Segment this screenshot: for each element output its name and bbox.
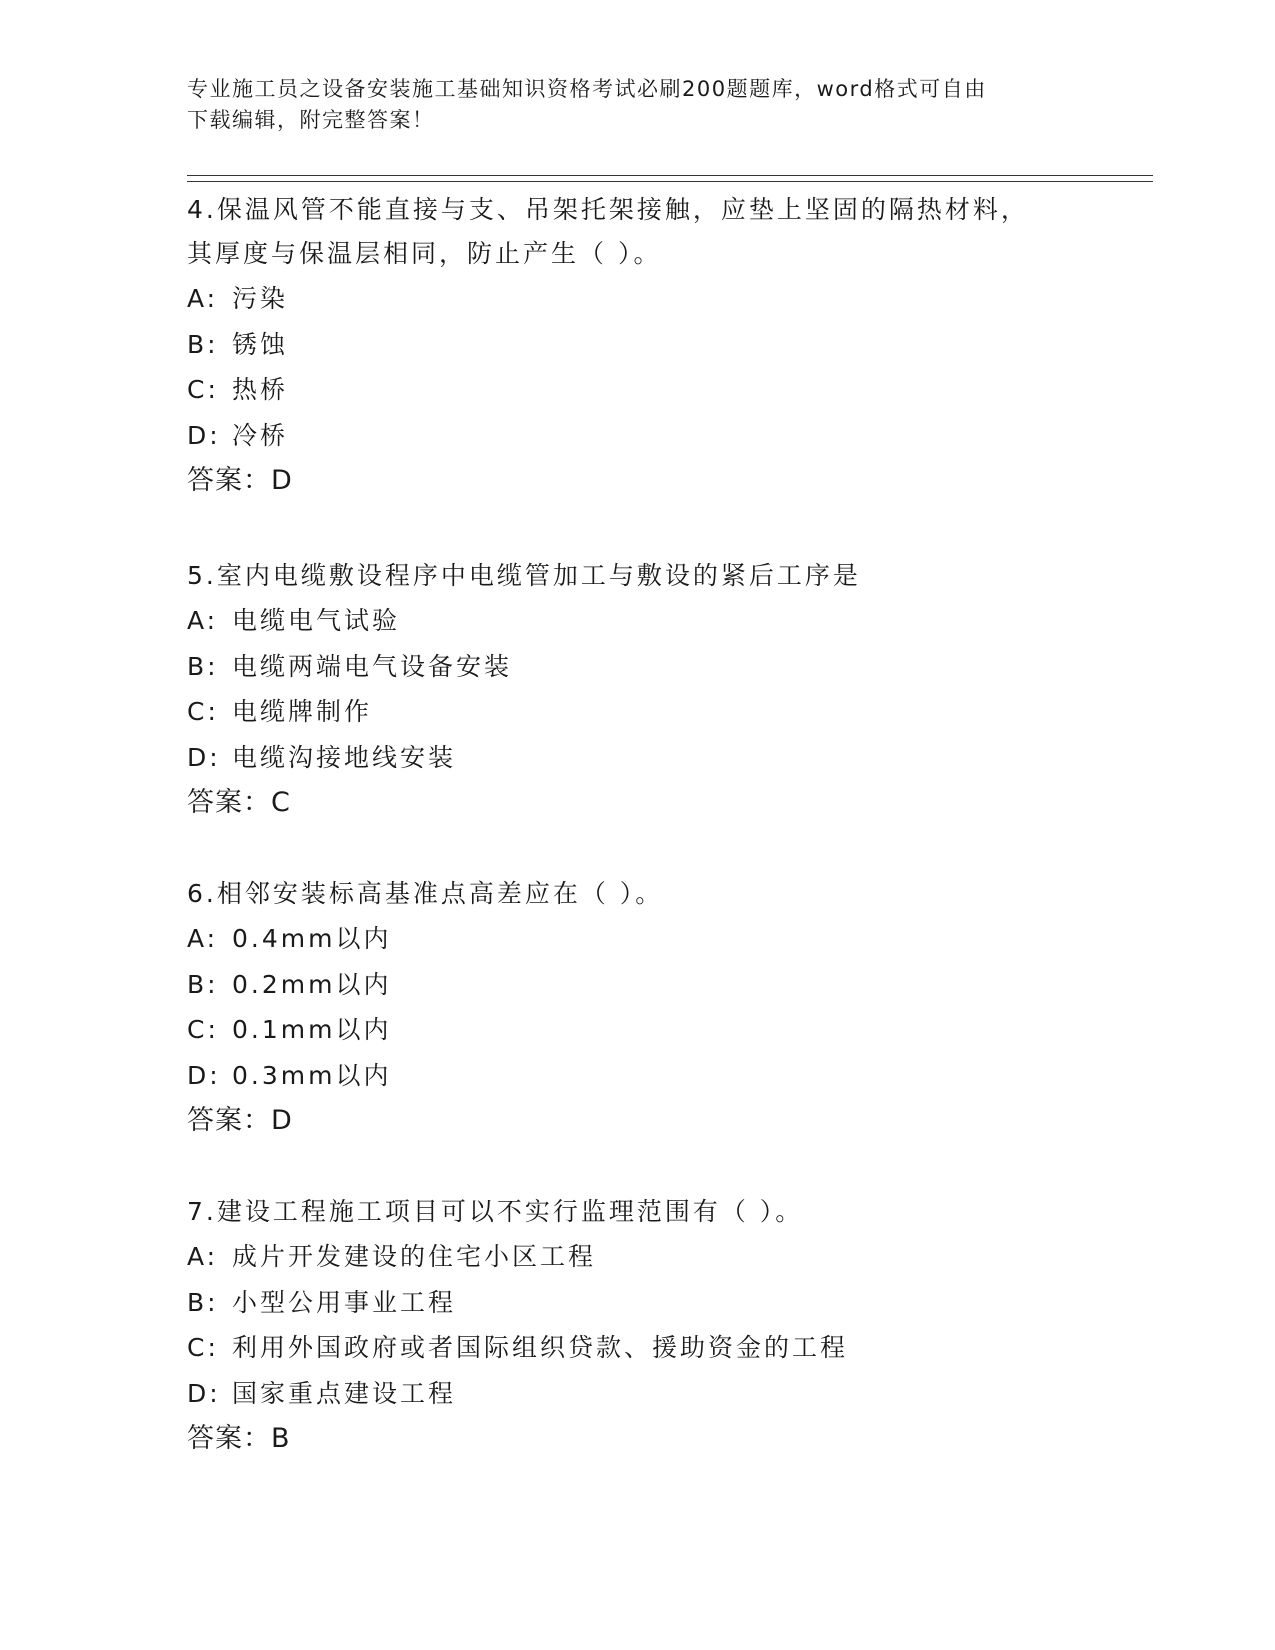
option-b [187,1280,1087,1326]
option-d [187,1053,1087,1099]
option-a [187,598,1087,644]
option-d [187,413,1087,459]
option-b [187,322,1087,368]
option-text: 电缆沟接地线安装 [232,742,457,772]
option-key: B: [187,969,219,999]
option-key: A: [187,924,219,953]
option-a [187,276,1087,322]
option-key: D: [187,1378,221,1408]
option-text: 小型公用事业工程 [232,1287,457,1317]
option-key: D: [187,1060,221,1090]
option-text: 0.3mm以内 [232,1060,392,1090]
question-stem-line: 6.相邻安装标高基准点高差应在（ ）。 [187,879,664,908]
header-line-1: 专业施工员之设备安装施工基础知识资格考试必刷200题题库，word格式可自由 [187,77,987,101]
option-key: A: [187,1242,219,1271]
option-b [187,644,1087,690]
header-divider-bottom [187,181,1153,182]
document-header [187,74,1087,136]
question-7 [187,1190,1087,1461]
option-key: B: [187,1287,219,1317]
option-c [187,689,1087,735]
question-stem-line: 7.建设工程施工项目可以不实行监理范围有（ ）。 [187,1197,804,1226]
option-c [187,1007,1087,1053]
option-key: A: [187,606,219,635]
option-text: 锈蚀 [232,329,289,359]
option-key: C: [187,697,219,726]
option-text: 冷桥 [232,420,289,450]
option-text: 热桥 [232,375,289,404]
option-key: A: [187,284,219,313]
option-text: 电缆电气试验 [232,606,401,635]
option-text: 电缆牌制作 [232,697,373,726]
question-6 [187,872,1087,1143]
option-text: 0.4mm以内 [232,924,392,953]
answer: 答案：D [187,465,293,496]
question-5 [187,554,1087,825]
option-a [187,1234,1087,1280]
question-stem-line: 4.保温风管不能直接与支、吊架托架接触，应垫上坚固的隔热材料， [187,195,1029,224]
header-line-2: 下载编辑，附完整答案！ [187,108,435,132]
option-d [187,735,1087,781]
option-key: C: [187,1015,219,1044]
option-text: 0.2mm以内 [232,969,392,999]
option-key: D: [187,742,221,772]
header-divider-top [187,175,1153,176]
question-stem-line: 其厚度与保温层相同，防止产生（ ）。 [187,239,662,268]
option-text: 利用外国政府或者国际组织贷款、援助资金的工程 [232,1333,849,1362]
option-c [187,1325,1087,1371]
option-key: C: [187,375,219,404]
option-b [187,962,1087,1008]
question-4 [187,188,1087,503]
answer: 答案：D [187,1105,293,1136]
option-text: 成片开发建设的住宅小区工程 [232,1242,597,1271]
option-text: 国家重点建设工程 [232,1378,457,1408]
option-a [187,916,1087,962]
question-stem-line: 5.室内电缆敷设程序中电缆管加工与敷设的紧后工序是 [187,561,861,590]
option-d [187,1371,1087,1417]
answer: 答案：B [187,1423,291,1454]
answer: 答案：C [187,787,291,818]
option-text: 0.1mm以内 [232,1015,392,1044]
option-text: 污染 [232,284,289,313]
option-key: B: [187,651,219,681]
option-key: D: [187,420,221,450]
option-text: 电缆两端电气设备安装 [232,651,513,681]
option-key: B: [187,329,219,359]
option-c [187,367,1087,413]
option-key: C: [187,1333,219,1362]
